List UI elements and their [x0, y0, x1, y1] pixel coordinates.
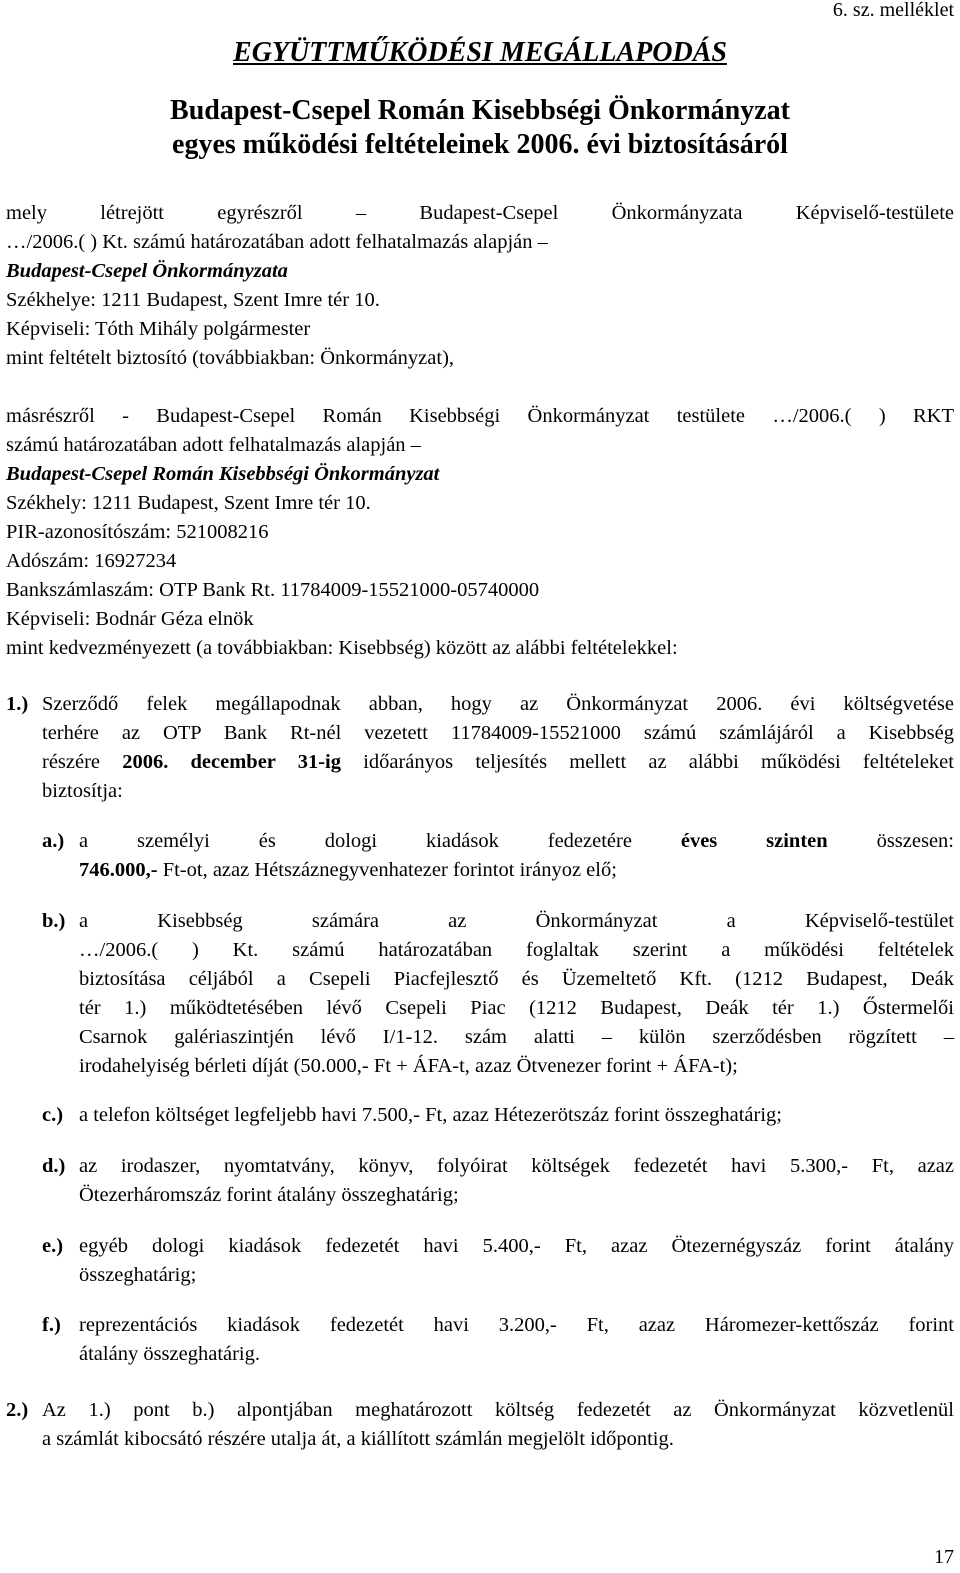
party-two-resolution: számú határozatában adott felhatalmazás alapján –: [6, 434, 421, 456]
document-subtitle: [0, 94, 960, 162]
clause-1-line-3-end: időarányos teljesítés mellett az alábbi működési feltételeket: [341, 751, 954, 773]
clause-1a-amount: 746.000,-: [79, 859, 158, 881]
clause-1a-line-1-end: összesen:: [827, 830, 954, 852]
clause-1f-line-2: átalány összeghatárig.: [79, 1343, 261, 1365]
clause-1-line-4: biztosítja:: [42, 780, 123, 802]
clause-1f-text: [79, 1311, 954, 1369]
subtitle-line-1: Budapest-Csepel Román Kisebbségi Önkormányzat: [170, 95, 790, 126]
party-one-seat: Székhelye: 1211 Budapest, Szent Imre tér 10.: [6, 289, 380, 311]
clause-2-text: [42, 1396, 954, 1454]
party-one-resolution: …/2006.( ) Kt. számú határozatában adott felhatalmazás alapján –: [6, 231, 548, 253]
clause-1e-number: e.): [42, 1235, 64, 1257]
document-title: EGYÜTTMŰKÖDÉSI MEGÁLLAPODÁS: [233, 37, 727, 68]
clause-1b-line-6: irodahelyiség bérleti díját (50.000,- Ft + ÁFA-t, azaz Ötvenezer forint + ÁFA-t);: [79, 1055, 738, 1077]
party-two-name: Budapest-Csepel Román Kisebbségi Önkormányzat: [6, 463, 440, 485]
clause-1d-line-1: az irodaszer, nyomtatvány, könyv, folyóirat költségek fedezetét havi 5.300,- Ft, azaz: [79, 1155, 954, 1177]
party-two-section: [6, 402, 954, 663]
clause-1b-line-3: biztosítása céljából a Csepeli Piacfejlesztő és Üzemeltető Kft. (1212 Budapest, Deák: [79, 968, 954, 990]
clause-2-number: 2.): [6, 1399, 29, 1421]
clause-1-line-3: [42, 748, 954, 777]
clause-1-line-3-start: részére: [42, 751, 123, 773]
clause-1d-line-2: Ötezerháromszáz forint átalány összeghatárig;: [79, 1184, 459, 1206]
clause-1b-text: [79, 907, 954, 1081]
clause-1a-line-1-start: a személyi és dologi kiadások fedezetére: [79, 830, 681, 852]
party-two-bank-account: Bankszámlaszám: OTP Bank Rt. 11784009-15521000-05740000: [6, 579, 540, 601]
clause-1e-line-1: egyéb dologi kiadások fedezetét havi 5.400,- Ft, azaz Ötezernégyszáz forint átalány: [79, 1235, 954, 1257]
party-two-seat: Székhely: 1211 Budapest, Szent Imre tér 10.: [6, 492, 371, 514]
party-one-intro: mely létrejött egyrészről – Budapest-Csepel Önkormányzata Képviselő-testülete: [6, 202, 954, 224]
clause-1a-text: [79, 827, 954, 885]
annex-label: 6. sz. melléklet: [832, 0, 954, 21]
clause-1d-number: d.): [42, 1155, 66, 1177]
clause-1b-line-2: …/2006.( ) Kt. számú határozatában foglaltak szerint a működési feltételek: [79, 939, 954, 961]
clause-1a-number: a.): [42, 830, 65, 852]
clause-1f-number: f.): [42, 1314, 61, 1336]
clause-1-line-2: terhére az OTP Bank Rt-nél vezetett 11784009-15521000 számú számlájáról a Kisebbség: [42, 722, 954, 744]
clause-1-deadline: 2006. december 31-ig: [122, 751, 341, 773]
clause-1a-line-2-end: Ft-ot, azaz Hétszáznegyvenhatezer forintot irányoz elő;: [157, 859, 617, 881]
party-one-name: Budapest-Csepel Önkormányzata: [6, 260, 288, 282]
clause-1f-line-1: reprezentációs kiadások fedezetét havi 3.200,- Ft, azaz Háromezer-kettőszáz forint: [79, 1314, 954, 1336]
clause-1d-text: [79, 1152, 954, 1210]
clause-1e-text: [79, 1232, 954, 1290]
party-one-section: [6, 199, 954, 373]
page-number: 17: [934, 1546, 954, 1568]
clause-1a-annual: éves szinten: [680, 830, 828, 852]
clause-1b-number: b.): [42, 910, 66, 932]
clause-1-number: 1.): [6, 693, 29, 715]
party-two-pir: PIR-azonosítószám: 521008216: [6, 521, 269, 543]
party-two-tax-number: Adószám: 16927234: [6, 550, 177, 572]
clause-1-line-1: Szerződő felek megállapodnak abban, hogy az Önkormányzat 2006. évi költségvetése: [42, 693, 954, 715]
clause-1e-line-2: összeghatárig;: [79, 1264, 197, 1286]
clause-1a-line-2: [79, 856, 954, 885]
party-one-representative: Képviseli: Tóth Mihály polgármester: [6, 318, 311, 340]
clause-1c-line-1: a telefon költséget legfeljebb havi 7.500,- Ft, azaz Hétezerötszáz forint összeghatárig;: [79, 1104, 782, 1126]
party-two-intro: másrészről - Budapest-Csepel Román Kisebbségi Önkormányzat testülete …/2006.( ) RKT: [6, 405, 954, 427]
clause-1c-text: [79, 1101, 954, 1130]
clause-2-line-2: a számlát kibocsátó részére utalja át, a kiállított számlán megjelölt időpontig.: [42, 1428, 674, 1450]
clause-1a-line-1: [79, 827, 954, 856]
clause-1b-line-5: Csarnok galériaszintjén lévő I/1-12. szám alatti – külön szerződésben rögzített –: [79, 1026, 954, 1048]
clause-1c-number: c.): [42, 1104, 64, 1126]
subtitle-line-2: egyes működési feltételeinek 2006. évi biztosításáról: [172, 129, 788, 160]
party-one-role: mint feltételt biztosító (továbbiakban: Önkormányzat),: [6, 347, 455, 369]
clause-1b-line-1: a Kisebbség számára az Önkormányzat a Képviselő-testület: [79, 910, 954, 932]
party-two-role: mint kedvezményezett (a továbbiakban: Kisebbség) között az alábbi feltételekkel:: [6, 637, 678, 659]
clause-2-line-1: Az 1.) pont b.) alpontjában meghatározott költség fedezetét az Önkormányzat közvetlenül: [42, 1399, 954, 1421]
party-two-representative: Képviseli: Bodnár Géza elnök: [6, 608, 254, 630]
clause-1b-line-4: tér 1.) működtetésében lévő Csepeli Piac (1212 Budapest, Deák tér 1.) Őstermelői: [79, 997, 954, 1019]
clause-1-text: [42, 690, 954, 806]
